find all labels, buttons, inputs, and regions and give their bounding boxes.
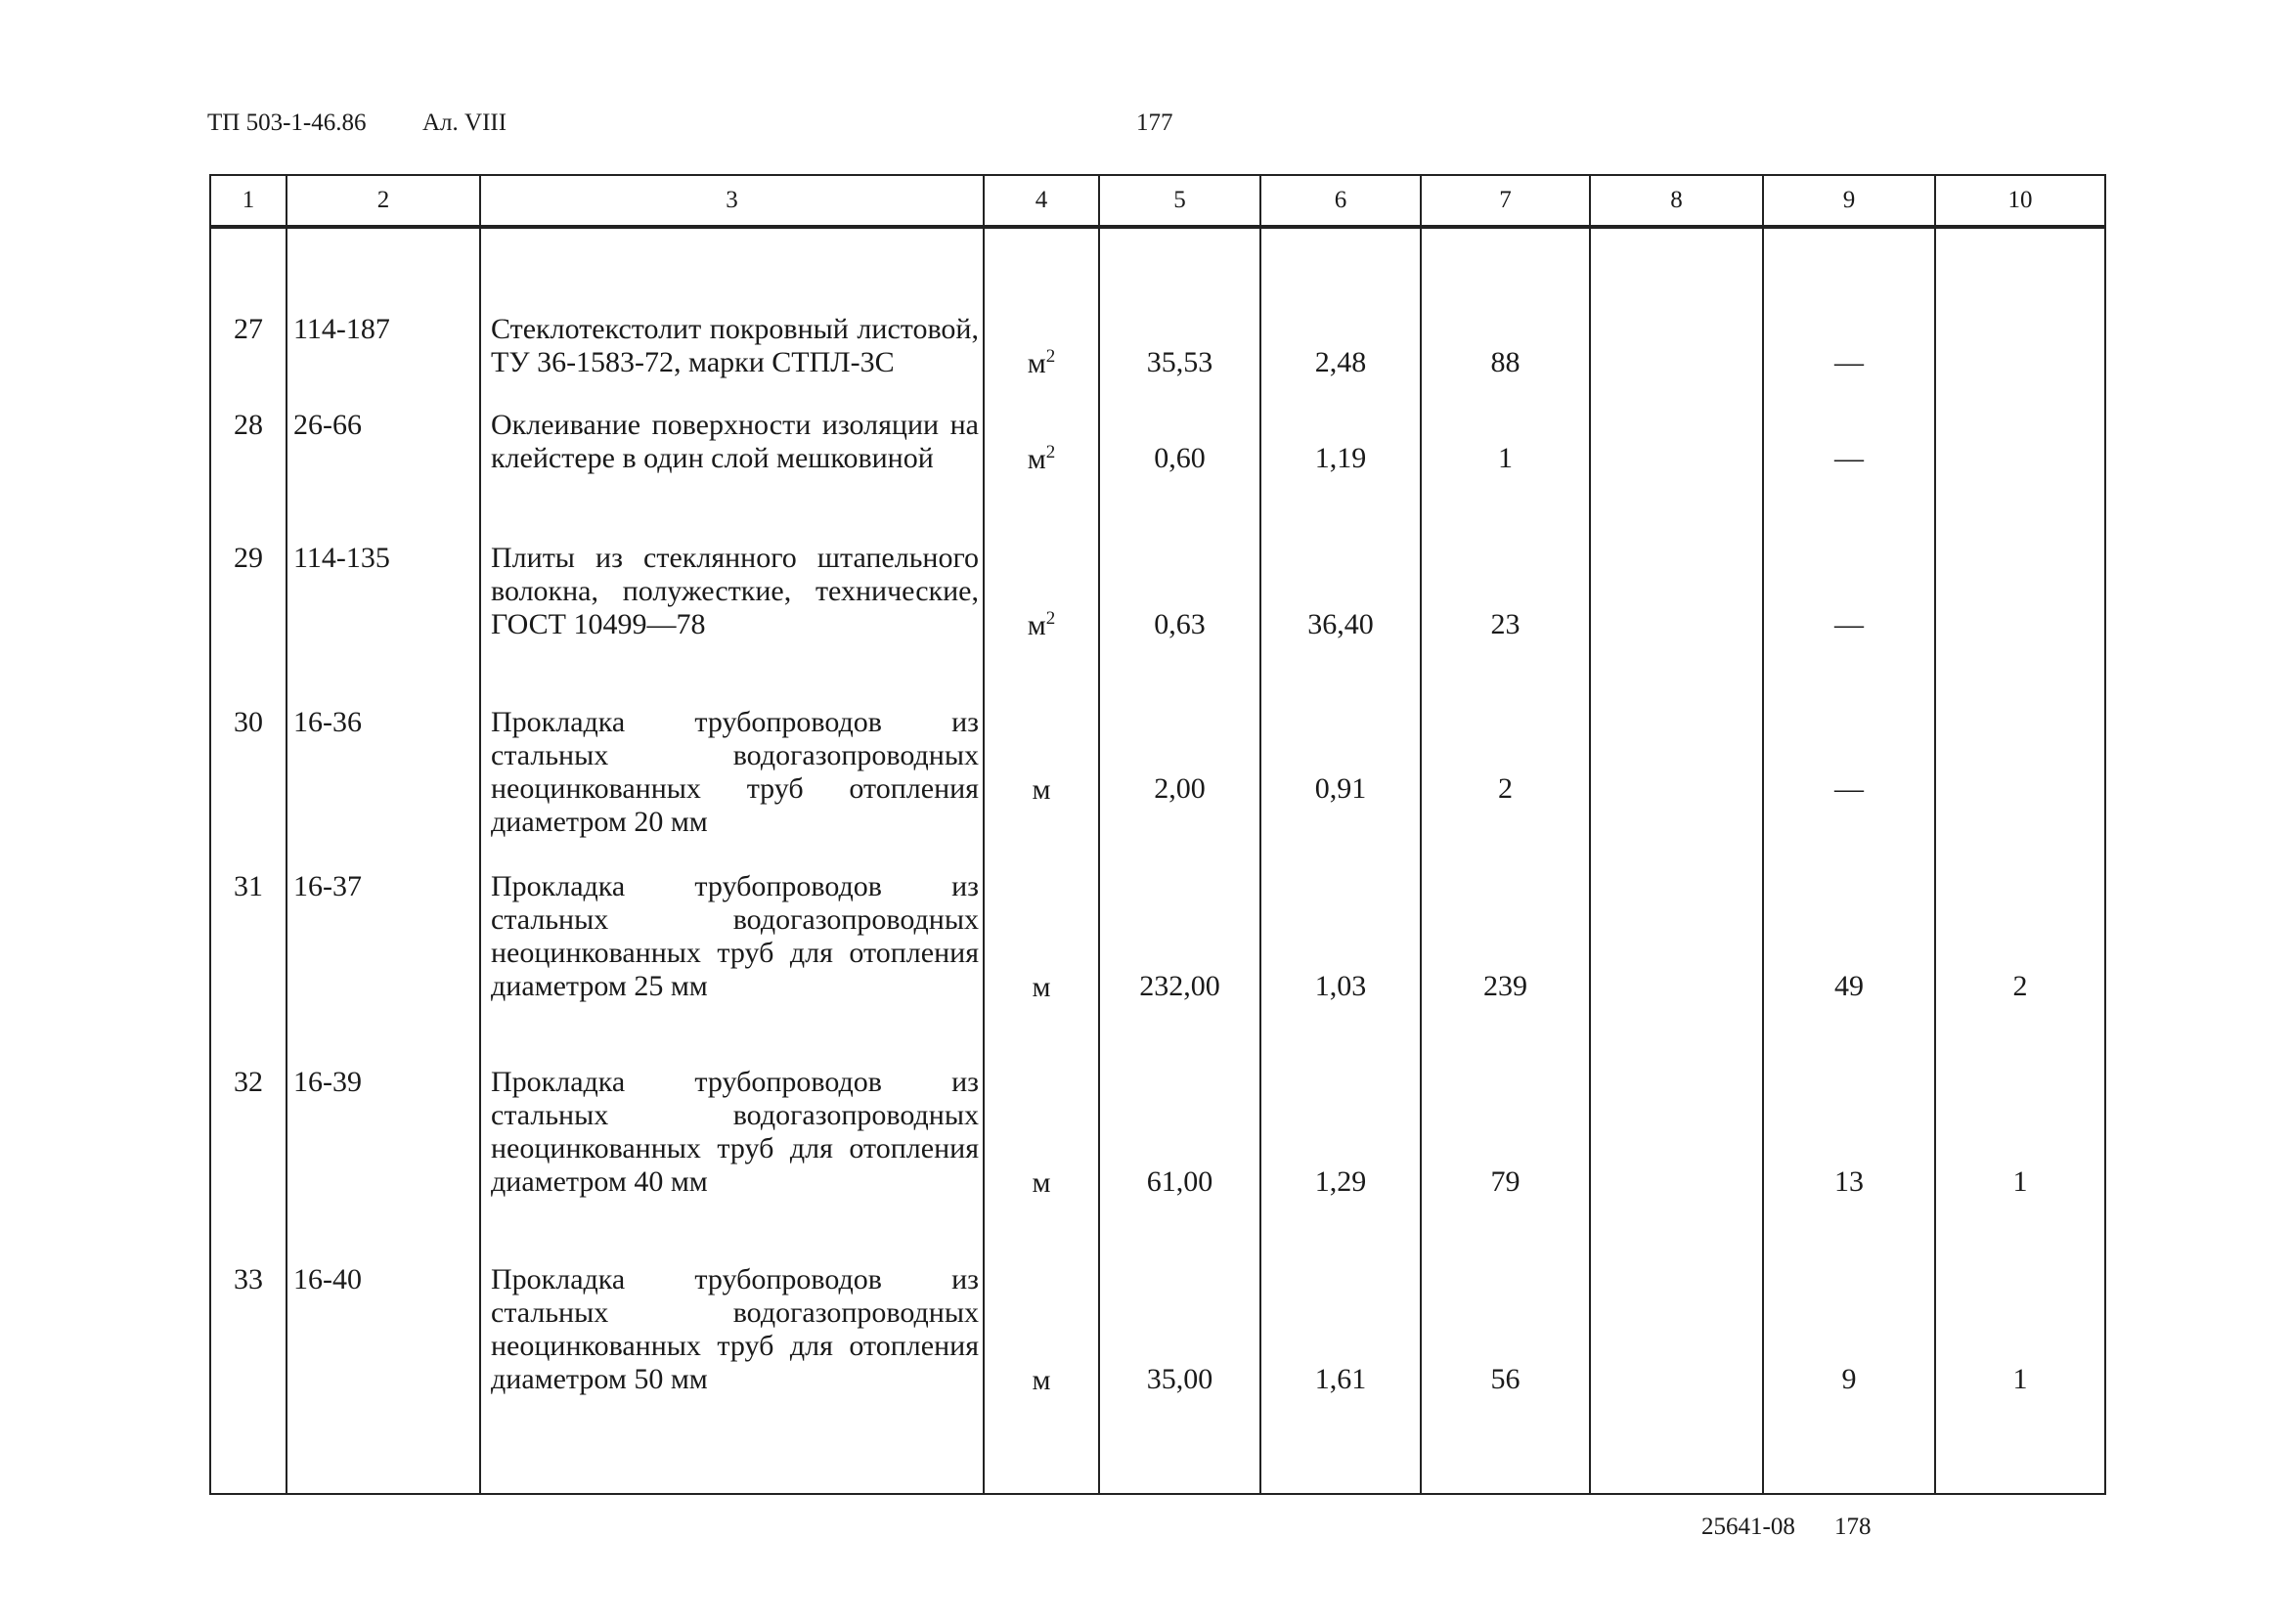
item-description: Прокладка трубопроводов из стальных водогазопроводных неоцинкованных труб для отопления диаметром 50 мм — [491, 1263, 979, 1395]
unit: м — [1032, 1364, 1051, 1396]
quantity: 232,00 — [1139, 970, 1220, 1002]
footer-page: 178 — [1834, 1514, 1872, 1540]
rate-code: 26-66 — [293, 409, 362, 441]
column-header: 3 — [480, 175, 984, 227]
column-header: 7 — [1421, 175, 1590, 227]
quantity: 35,00 — [1146, 1363, 1213, 1395]
unit-cell — [985, 346, 1098, 380]
rate-code: 16-40 — [293, 1263, 362, 1295]
unit-cell — [985, 970, 1098, 1004]
unit-price: 1,03 — [1314, 970, 1367, 1002]
unit: м — [1032, 773, 1051, 806]
unit: м — [1032, 1166, 1051, 1199]
unit-cell — [985, 1165, 1098, 1200]
col9-value: — — [1834, 608, 1864, 640]
item-description: Плиты из стеклянного штапельного волокна, полужесткие, технические, ГОСТ 10499—78 — [491, 542, 979, 640]
item-description: Прокладка трубопроводов из стальных водогазопроводных неоцинкованных труб для отопления диаметром 40 мм — [491, 1066, 979, 1198]
column-header: 9 — [1763, 175, 1935, 227]
total-cost: 56 — [1490, 1363, 1521, 1395]
col10-value: 1 — [2012, 1165, 2028, 1198]
total-cost: 239 — [1483, 970, 1527, 1002]
unit-exponent: 2 — [1045, 346, 1056, 367]
col9-value: — — [1834, 772, 1864, 805]
col9-value: 49 — [1834, 970, 1864, 1002]
sheet-label: Ал. VIII — [422, 110, 507, 136]
table-row — [210, 524, 2105, 688]
table-row — [210, 853, 2105, 1048]
table-row — [210, 227, 2105, 391]
row-number: 30 — [234, 706, 263, 738]
unit-cell — [985, 1363, 1098, 1397]
column-header: 4 — [984, 175, 1099, 227]
unit-price: 1,19 — [1314, 442, 1367, 474]
row-number: 27 — [234, 313, 263, 345]
col10-value: 2 — [2012, 970, 2028, 1002]
col9-value: 13 — [1834, 1165, 1864, 1198]
unit-exponent: 2 — [1045, 442, 1056, 462]
rate-code: 16-36 — [293, 706, 362, 738]
quantity: 0,63 — [1154, 608, 1206, 640]
rate-code: 114-135 — [293, 542, 390, 574]
unit: м — [1027, 609, 1046, 641]
column-header: 5 — [1099, 175, 1260, 227]
total-cost: 2 — [1498, 772, 1513, 805]
column-header: 10 — [1935, 175, 2105, 227]
row-number: 29 — [234, 542, 263, 574]
unit-price: 36,40 — [1307, 608, 1374, 640]
total-cost: 79 — [1490, 1165, 1521, 1198]
total-cost: 23 — [1490, 608, 1521, 640]
document-code: ТП 503-1-46.86 — [207, 110, 367, 136]
unit: м — [1032, 971, 1051, 1003]
table-row — [210, 1048, 2105, 1246]
col9-value: — — [1834, 442, 1864, 474]
page-number: 177 — [1136, 110, 1173, 136]
row-number: 33 — [234, 1263, 263, 1295]
unit-exponent: 2 — [1045, 608, 1056, 629]
column-header: 6 — [1260, 175, 1421, 227]
column-header: 1 — [210, 175, 286, 227]
item-description: Прокладка трубопроводов из стальных водогазопроводных неоцинкованных труб отопления диаметром 20 мм — [491, 706, 979, 838]
col10-value: 1 — [2012, 1363, 2028, 1395]
footer-code: 25641-08 — [1701, 1514, 1795, 1540]
column-header: 8 — [1590, 175, 1763, 227]
rate-code: 16-39 — [293, 1066, 362, 1098]
unit: м — [1027, 347, 1046, 379]
column-header: 2 — [286, 175, 480, 227]
rate-code: 114-187 — [293, 313, 390, 345]
quantity: 61,00 — [1146, 1165, 1213, 1198]
quantity: 2,00 — [1154, 772, 1206, 805]
unit-price: 2,48 — [1314, 346, 1367, 378]
unit-cell — [985, 442, 1098, 476]
specification-table — [209, 174, 2106, 1495]
unit-price: 1,61 — [1314, 1363, 1367, 1395]
unit-cell — [985, 772, 1098, 807]
total-cost: 88 — [1490, 346, 1521, 378]
header-row — [210, 175, 2105, 227]
row-number: 28 — [234, 409, 263, 441]
table-row — [210, 1246, 2105, 1494]
table-row — [210, 688, 2105, 853]
total-cost: 1 — [1498, 442, 1513, 474]
col9-value: 9 — [1841, 1363, 1857, 1395]
unit-price: 1,29 — [1314, 1165, 1367, 1198]
col9-value: — — [1834, 346, 1864, 378]
quantity: 0,60 — [1154, 442, 1206, 474]
unit-price: 0,91 — [1314, 772, 1367, 805]
item-description: Оклеивание поверхности изоляции на клейстере в один слой мешковиной — [491, 409, 979, 474]
row-number: 31 — [234, 870, 263, 902]
row-number: 32 — [234, 1066, 263, 1098]
quantity: 35,53 — [1146, 346, 1213, 378]
unit: м — [1027, 443, 1046, 475]
table-row — [210, 391, 2105, 524]
rate-code: 16-37 — [293, 870, 362, 902]
item-description: Стеклотекстолит покровный листовой, ТУ 36-1583-72, марки СТПЛ-3С — [491, 313, 979, 378]
unit-cell — [985, 608, 1098, 642]
item-description: Прокладка трубопроводов из стальных водогазопроводных неоцинкованных труб для отопления диаметром 25 мм — [491, 870, 979, 1002]
